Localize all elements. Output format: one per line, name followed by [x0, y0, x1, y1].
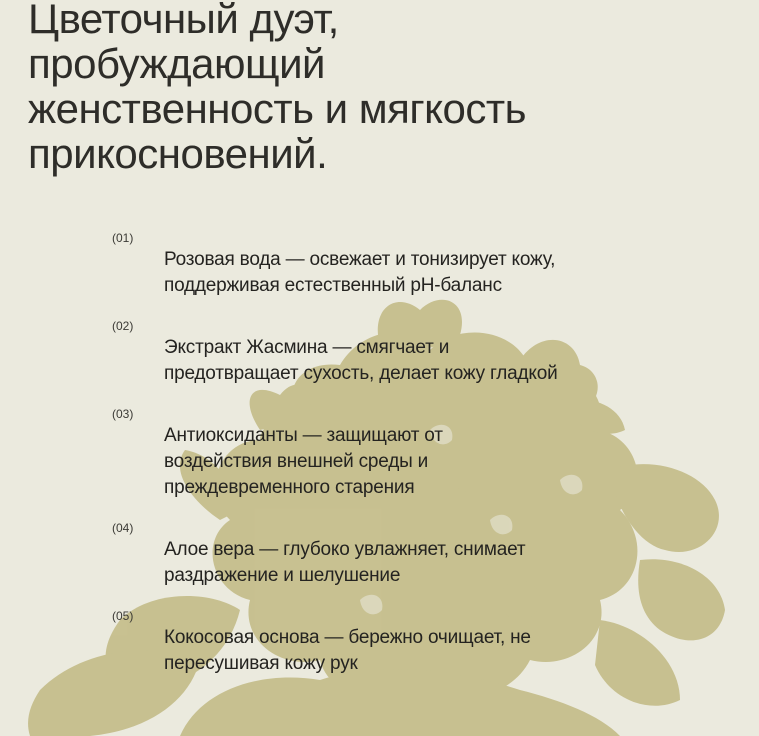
ingredient-description: [164, 537, 684, 589]
headline-line: пробуждающий: [28, 40, 326, 87]
ingredient-line: воздействия внешней среды и: [164, 451, 429, 472]
headline-line: прикосновений.: [28, 130, 328, 177]
ingredient-number: (05): [112, 609, 134, 623]
ingredient-number: (04): [112, 521, 134, 535]
ingredient-description: [164, 247, 684, 299]
ingredient-number: (03): [112, 407, 134, 421]
headline: [28, 0, 728, 176]
ingredient-line: раздражение и шелушение: [164, 565, 401, 586]
ingredient-line: Экстракт Жасмина — смягчает и: [164, 337, 450, 358]
ingredient-number: (01): [112, 231, 134, 245]
headline-line: Цветочный дуэт,: [28, 0, 339, 42]
ingredient-line: Кокосовая основа — бережно очищает, не: [164, 627, 531, 648]
ingredient-line: преждевременного старения: [164, 477, 415, 498]
ingredient-line: предотвращает сухость, делает кожу гладкой: [164, 363, 558, 384]
ingredient-line: пересушивая кожу рук: [164, 653, 358, 674]
ingredient-line: поддерживая естественный pH-баланс: [164, 275, 502, 296]
ingredient-number: (02): [112, 319, 134, 333]
ingredient-line: Алое вера — глубоко увлажняет, снимает: [164, 539, 526, 560]
headline-line: женственность и мягкость: [28, 85, 527, 132]
ingredient-description: [164, 625, 684, 677]
ingredient-line: Антиоксиданты — защищают от: [164, 425, 443, 446]
ingredient-description: [164, 335, 684, 387]
ingredient-line: Розовая вода — освежает и тонизирует кожу,: [164, 249, 556, 270]
ingredient-description: [164, 423, 684, 501]
